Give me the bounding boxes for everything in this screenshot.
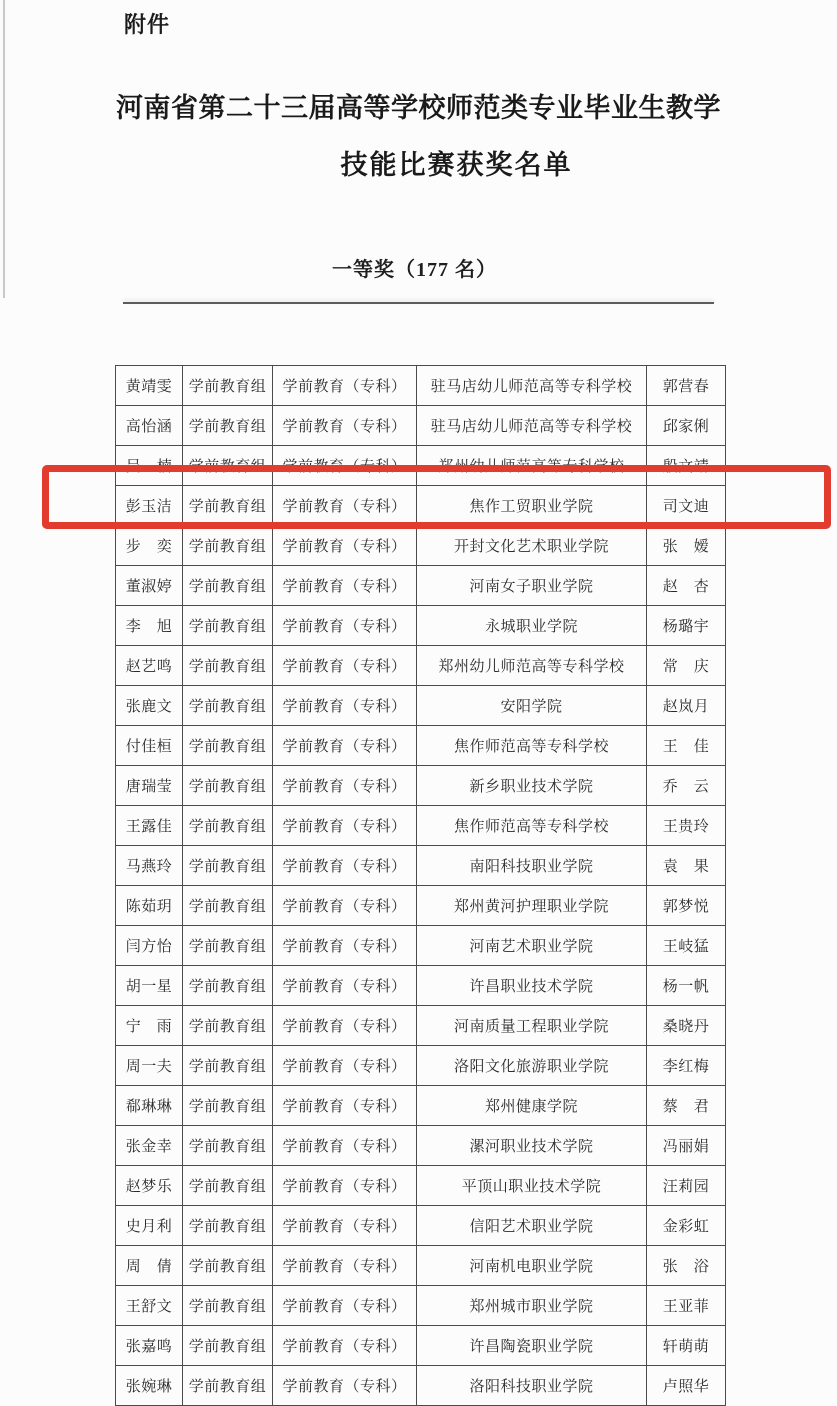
table-row	[116, 566, 726, 606]
table-cell: 张鹿文	[116, 686, 183, 726]
table-cell: 王贵玲	[647, 806, 726, 846]
table-cell: 学前教育（专科）	[273, 766, 417, 806]
table-cell: 学前教育组	[183, 806, 273, 846]
table-row	[116, 1006, 726, 1046]
table-cell: 学前教育组	[183, 646, 273, 686]
table-cell: 新乡职业技术学院	[417, 766, 647, 806]
table-cell: 学前教育组	[183, 766, 273, 806]
table-cell: 唐瑞莹	[116, 766, 183, 806]
table-cell: 郭梦悦	[647, 886, 726, 926]
table-cell: 郑州健康学院	[417, 1086, 647, 1126]
table-cell: 学前教育（专科）	[273, 966, 417, 1006]
table-row	[116, 806, 726, 846]
table-cell: 张金幸	[116, 1126, 183, 1166]
table-row	[116, 406, 726, 446]
table-cell: 驻马店幼儿师范高等专科学校	[417, 406, 647, 446]
table-cell: 永城职业学院	[417, 606, 647, 646]
table-cell: 李红梅	[647, 1046, 726, 1086]
table-cell: 马燕玲	[116, 846, 183, 886]
title-divider	[123, 302, 714, 304]
table-cell: 常 庆	[647, 646, 726, 686]
table-cell: 河南机电职业学院	[417, 1246, 647, 1286]
table-cell: 步 奕	[116, 526, 183, 566]
table-cell: 焦作师范高等专科学校	[417, 806, 647, 846]
table-cell: 学前教育组	[183, 446, 273, 486]
document-title-line1: 河南省第二十三届高等学校师范类专业毕业生教学	[116, 93, 721, 123]
table-cell: 学前教育组	[183, 1246, 273, 1286]
table-row	[116, 1366, 726, 1406]
table-cell: 董淑婷	[116, 566, 183, 606]
table-cell: 学前教育组	[183, 966, 273, 1006]
table-cell: 学前教育（专科）	[273, 1046, 417, 1086]
table-row	[116, 446, 726, 486]
table-cell: 学前教育（专科）	[273, 606, 417, 646]
table-cell: 黄靖雯	[116, 366, 183, 406]
table-cell: 学前教育（专科）	[273, 646, 417, 686]
table-row	[116, 1286, 726, 1326]
table-cell: 高怡涵	[116, 406, 183, 446]
table-cell: 宁 雨	[116, 1006, 183, 1046]
table-cell: 学前教育组	[183, 686, 273, 726]
table-cell: 郑州城市职业学院	[417, 1286, 647, 1326]
table-cell: 学前教育（专科）	[273, 926, 417, 966]
table-row	[116, 606, 726, 646]
table-row	[116, 646, 726, 686]
table-cell: 学前教育（专科）	[273, 686, 417, 726]
table-cell: 金彩虹	[647, 1206, 726, 1246]
table-cell: 郑州幼儿师范高等专科学校	[417, 446, 647, 486]
table-row	[116, 966, 726, 1006]
table-row	[116, 486, 726, 526]
table-cell: 学前教育（专科）	[273, 526, 417, 566]
table-cell: 驻马店幼儿师范高等专科学校	[417, 366, 647, 406]
table-row	[116, 366, 726, 406]
table-cell: 学前教育组	[183, 566, 273, 606]
table-cell: 学前教育组	[183, 1006, 273, 1046]
table-row	[116, 886, 726, 926]
table-cell: 学前教育组	[183, 606, 273, 646]
table-row	[116, 1046, 726, 1086]
table-cell: 赵梦乐	[116, 1166, 183, 1206]
table-cell: 袁 果	[647, 846, 726, 886]
table-cell: 闫方怡	[116, 926, 183, 966]
table-cell: 学前教育组	[183, 1126, 273, 1166]
table-cell: 司文迪	[647, 486, 726, 526]
table-cell: 陈茹玥	[116, 886, 183, 926]
table-row	[116, 526, 726, 566]
table-cell: 轩萌萌	[647, 1326, 726, 1366]
table-cell: 郑州黄河护理职业学院	[417, 886, 647, 926]
table-row	[116, 726, 726, 766]
table-cell: 学前教育（专科）	[273, 1126, 417, 1166]
table-cell: 学前教育（专科）	[273, 566, 417, 606]
table-cell: 乔 云	[647, 766, 726, 806]
table-cell: 安阳学院	[417, 686, 647, 726]
table-cell: 王亚菲	[647, 1286, 726, 1326]
table-cell: 学前教育组	[183, 1366, 273, 1406]
table-cell: 学前教育组	[183, 366, 273, 406]
table-cell: 胡一星	[116, 966, 183, 1006]
awards-table-body	[116, 366, 726, 1406]
table-cell: 学前教育组	[183, 1206, 273, 1246]
table-cell: 学前教育组	[183, 1046, 273, 1086]
table-cell: 学前教育组	[183, 846, 273, 886]
table-cell: 王 佳	[647, 726, 726, 766]
table-cell: 学前教育（专科）	[273, 446, 417, 486]
table-cell: 许昌陶瓷职业学院	[417, 1326, 647, 1366]
table-cell: 学前教育组	[183, 1166, 273, 1206]
table-cell: 学前教育组	[183, 1326, 273, 1366]
table-cell: 学前教育（专科）	[273, 366, 417, 406]
table-cell: 学前教育（专科）	[273, 1286, 417, 1326]
table-cell: 信阳艺术职业学院	[417, 1206, 647, 1246]
table-cell: 周 倩	[116, 1246, 183, 1286]
table-cell: 张婉琳	[116, 1366, 183, 1406]
table-cell: 学前教育组	[183, 926, 273, 966]
table-cell: 学前教育（专科）	[273, 886, 417, 926]
table-cell: 郑州幼儿师范高等专科学校	[417, 646, 647, 686]
table-cell: 洛阳科技职业学院	[417, 1366, 647, 1406]
table-cell: 学前教育组	[183, 1286, 273, 1326]
table-cell: 张 嫒	[647, 526, 726, 566]
table-cell: 许昌职业技术学院	[417, 966, 647, 1006]
table-cell: 张嘉鸣	[116, 1326, 183, 1366]
table-cell: 学前教育（专科）	[273, 726, 417, 766]
table-cell: 学前教育（专科）	[273, 1166, 417, 1206]
attachment-label: 附件	[124, 12, 171, 37]
table-cell: 李 旭	[116, 606, 183, 646]
table-row	[116, 1086, 726, 1126]
table-cell: 学前教育（专科）	[273, 1086, 417, 1126]
table-cell: 学前教育（专科）	[273, 1246, 417, 1286]
table-cell: 郭营春	[647, 366, 726, 406]
table-cell: 焦作工贸职业学院	[417, 486, 647, 526]
table-cell: 郗琳琳	[116, 1086, 183, 1126]
table-cell: 南阳科技职业学院	[417, 846, 647, 886]
award-tier-heading: 一等奖（177 名）	[332, 259, 497, 281]
table-cell: 王岐猛	[647, 926, 726, 966]
table-cell: 杨一帆	[647, 966, 726, 1006]
table-cell: 赵艺鸣	[116, 646, 183, 686]
table-cell: 开封文化艺术职业学院	[417, 526, 647, 566]
table-cell: 学前教育（专科）	[273, 846, 417, 886]
table-cell: 桑晓丹	[647, 1006, 726, 1046]
table-cell: 河南质量工程职业学院	[417, 1006, 647, 1046]
table-cell: 漯河职业技术学院	[417, 1126, 647, 1166]
table-cell: 邱家俐	[647, 406, 726, 446]
table-cell: 学前教育（专科）	[273, 1206, 417, 1246]
table-cell: 洛阳文化旅游职业学院	[417, 1046, 647, 1086]
table-cell: 焦作师范高等专科学校	[417, 726, 647, 766]
table-cell: 学前教育（专科）	[273, 1366, 417, 1406]
table-row	[116, 1166, 726, 1206]
table-row	[116, 926, 726, 966]
table-cell: 河南女子职业学院	[417, 566, 647, 606]
table-row	[116, 766, 726, 806]
table-row	[116, 686, 726, 726]
table-cell: 学前教育（专科）	[273, 806, 417, 846]
awards-table	[115, 365, 726, 1406]
table-row	[116, 1126, 726, 1166]
table-cell: 周一夫	[116, 1046, 183, 1086]
table-row	[116, 846, 726, 886]
table-cell: 张 浴	[647, 1246, 726, 1286]
table-cell: 学前教育组	[183, 886, 273, 926]
table-row	[116, 1326, 726, 1366]
table-row	[116, 1246, 726, 1286]
table-cell: 王舒文	[116, 1286, 183, 1326]
table-cell: 史月利	[116, 1206, 183, 1246]
document-title-line2: 技能比赛获奖名单	[340, 150, 573, 180]
table-cell: 平顶山职业技术学院	[417, 1166, 647, 1206]
table-cell: 学前教育组	[183, 486, 273, 526]
table-cell: 殷文靖	[647, 446, 726, 486]
table-cell: 学前教育组	[183, 726, 273, 766]
table-cell: 赵岚月	[647, 686, 726, 726]
table-cell: 学前教育（专科）	[273, 1326, 417, 1366]
table-cell: 杨璐宇	[647, 606, 726, 646]
table-cell: 学前教育（专科）	[273, 1006, 417, 1046]
table-cell: 汪莉园	[647, 1166, 726, 1206]
table-cell: 学前教育组	[183, 1086, 273, 1126]
table-cell: 河南艺术职业学院	[417, 926, 647, 966]
table-cell: 吴 楠	[116, 446, 183, 486]
table-cell: 王露佳	[116, 806, 183, 846]
table-cell: 学前教育（专科）	[273, 486, 417, 526]
table-cell: 付佳桓	[116, 726, 183, 766]
table-cell: 学前教育组	[183, 526, 273, 566]
table-cell: 学前教育组	[183, 406, 273, 446]
table-cell: 蔡 君	[647, 1086, 726, 1126]
table-row	[116, 1206, 726, 1246]
table-cell: 学前教育（专科）	[273, 406, 417, 446]
table-cell: 彭玉洁	[116, 486, 183, 526]
table-cell: 冯丽娟	[647, 1126, 726, 1166]
table-cell: 卢照华	[647, 1366, 726, 1406]
table-cell: 赵 杏	[647, 566, 726, 606]
